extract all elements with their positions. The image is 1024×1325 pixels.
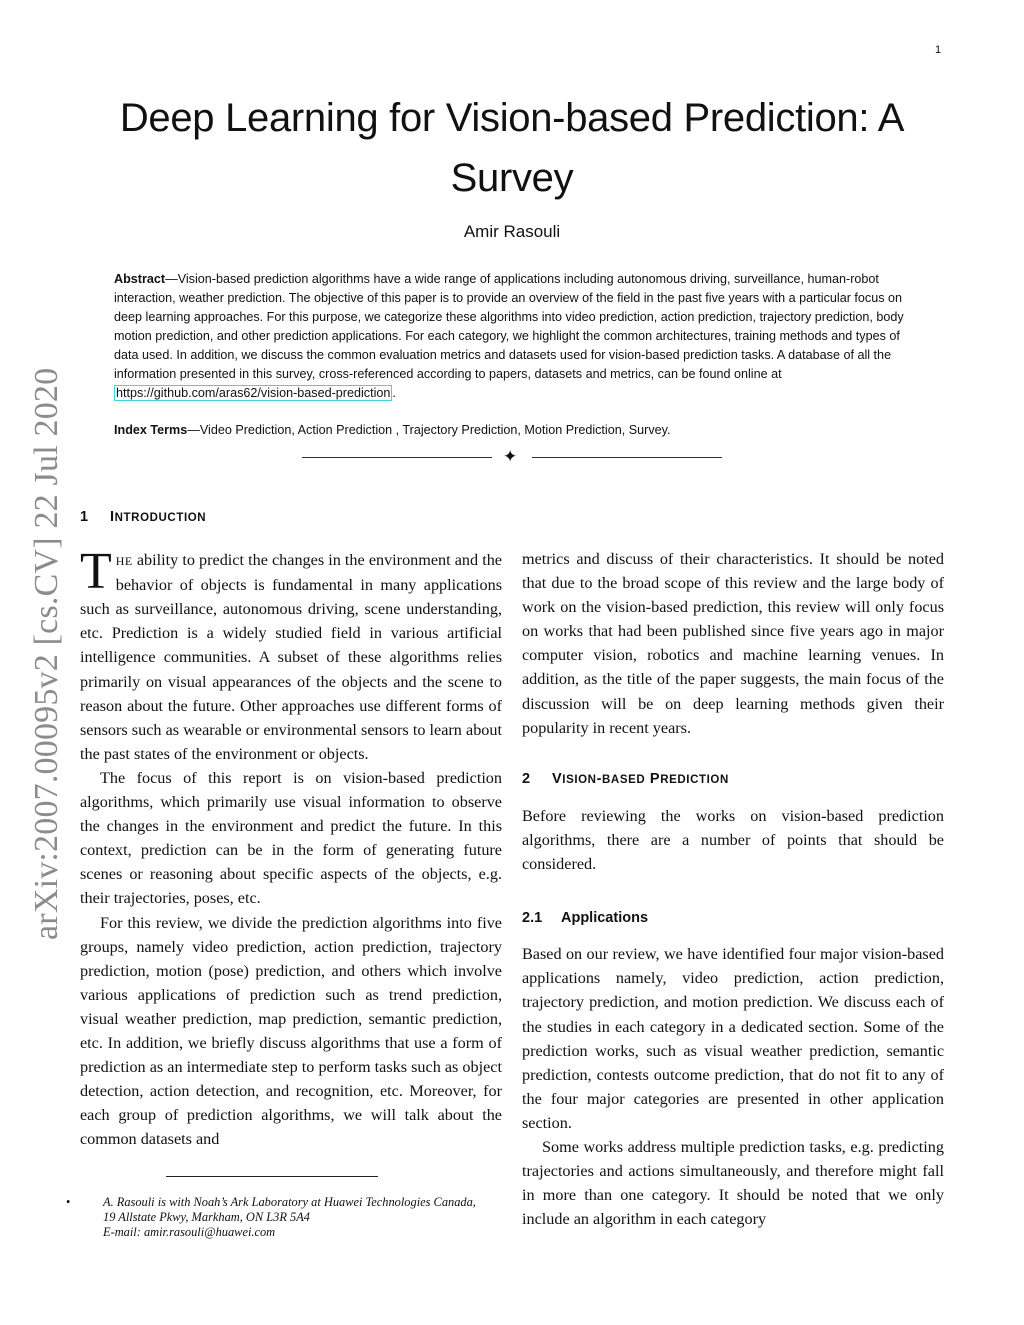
section-heading-introduction: [80, 505, 502, 530]
drop-cap-rest: HE: [115, 554, 133, 569]
subsection-heading-applications: [522, 906, 944, 930]
abstract-label: Abstract: [114, 272, 166, 286]
title-line-2: Survey: [450, 156, 574, 200]
title-part: V: [552, 770, 563, 787]
index-terms-label: Index Terms: [114, 423, 188, 437]
section-title-rest: NTRODUCTION: [114, 512, 207, 524]
index-terms-text: Video Prediction, Action Prediction , Trajectory Prediction, Motion Prediction, Survey.: [199, 423, 671, 437]
subsection-title: Applications: [561, 910, 649, 927]
intro-paragraph-2: The focus of this report is on vision-based prediction algorithms, which primarily use visual information to observe the changes in the environment and predict the future. In this context, prediction can be in the form of generating future scenes or reasoning about specific aspects of the objects, e.g. their trajectories, poses, etc.: [80, 768, 502, 908]
paper-title: [80, 88, 944, 208]
intro-paragraph-1: [80, 543, 502, 766]
footnote-address: 19 Allstate Pkwy, Markham, ON L3R 5A4: [103, 1210, 310, 1224]
title-part: ISION: [562, 773, 597, 786]
arxiv-stamp: arXiv:2007.00095v2 [cs.CV] 22 Jul 2020: [28, 367, 65, 940]
abstract-text: Vision-based prediction algorithms have a wide range of applications including autonomous driving, surveillance, human-robot interaction, weather prediction. The objective of this paper is to provide an overview of the field in the past five years with a particular focus on deep learning approaches. For this purpose, we categorize these algorithms into video prediction, action prediction, trajectory prediction, body motion prediction, and other prediction applications. For each category, we highlight the common architectures, training methods and types of data used. In addition, we discuss the common evaluation metrics and datasets used for vision-based prediction tasks. A database of all the information presented in this survey, cross-referenced according to papers, datasets and metrics, can be found online at: [114, 272, 904, 381]
author-name: Amir Rasouli: [463, 222, 561, 241]
index-terms: [114, 421, 914, 440]
index-terms-dash: —: [187, 423, 200, 437]
page-number: 1: [935, 44, 942, 56]
footnote-email: E-mail: amir.rasouli@huawei.com: [103, 1225, 276, 1239]
footnote-affiliation: A. Rasouli is with Noah’s Ark Laboratory at Huawei Technologies Canada,: [103, 1195, 476, 1209]
title-part: REDICTION: [660, 773, 729, 786]
drop-cap: T: [80, 543, 112, 601]
diamond-star-icon: ✦: [503, 447, 518, 467]
github-link[interactable]: https://github.com/aras62/vision-based-prediction: [116, 386, 391, 400]
section-title-initial: I: [110, 509, 115, 525]
section-number: 1: [80, 509, 89, 525]
footnote: [66, 1195, 516, 1240]
title-line-1: Deep Learning for Vision-based Prediction: A: [119, 96, 905, 140]
intro-paragraph-1-text: ability to predict the changes in the environment and the behavior of objects is fundamental in many applications such as surveillance, autonomous driving, scene understanding, etc. Prediction is a widely studied field in various artificial intelligence communities. A subset of these algorithms relies primarily on visual appearances of the objects and the scene to reason about the future. Other approaches use different forms of sensors such as wearable or environmental sensors to learn about the past states of the environment or objects.: [80, 551, 502, 763]
right-column: [522, 547, 944, 1231]
footnote-rule: [166, 1176, 378, 1177]
title-part: P: [645, 770, 661, 787]
intro-paragraph-3-part-1: For this review, we divide the prediction algorithms into five groups, namely video prediction, action prediction, trajectory prediction, motion (pose) prediction, and others which involve various applications of prediction such as trend prediction, visual weather prediction, map prediction, semantic prediction, etc. In addition, we briefly discuss algorithms that use a form of prediction as an intermediate step to perform tasks such as object detection, action detection, and recognition, etc. Moreover, for each group of prediction algorithms, we will talk about the common datasets and: [80, 913, 502, 1149]
section-separator: [302, 449, 722, 467]
separator-rule-left: [302, 457, 492, 458]
title-part: -: [596, 770, 603, 787]
abstract: [114, 270, 914, 403]
left-column: [80, 505, 502, 1151]
applications-paragraph-2: Some works address multiple prediction tasks, e.g. predicting trajectories and actions simultaneously, and therefore might fall in more than one category. It should be noted that we only include an algorithm in each category: [522, 1137, 944, 1229]
section-number: 2: [522, 770, 531, 787]
vision-based-paragraph-1: Before reviewing the works on vision-based prediction algorithms, there are a number of points that should be considered.: [522, 806, 944, 874]
applications-paragraph-1: Based on our review, we have identified four major vision-based applications namely, video prediction, action prediction, trajectory prediction, and motion prediction. We discuss each of the studies in each category in a dedicated section. Some of the prediction works, such as visual weather prediction, semantic prediction, contests outcome prediction, that do not fit to any of the four major categories are presented in other application section.: [522, 945, 944, 1132]
bullet-icon: •: [66, 1195, 71, 1209]
title-part: BASED: [602, 773, 646, 786]
subsection-number: 2.1: [522, 910, 543, 927]
separator-rule-right: [532, 457, 722, 458]
intro-paragraph-3-part-2: metrics and discuss of their characteristics. It should be noted that due to the broad scope of this review and the large body of work on the vision-based prediction, this review will only focus on works that had been published since five years ago in major computer vision, robotics and machine learning venues. In addition, as the title of the paper suggests, the main focus of the discussion will be on deep learning methods given their popularity in recent years.: [522, 550, 944, 737]
abstract-dash: —: [165, 272, 178, 286]
section-heading-vision-based-prediction: [522, 767, 944, 792]
abstract-end: .: [392, 386, 396, 400]
